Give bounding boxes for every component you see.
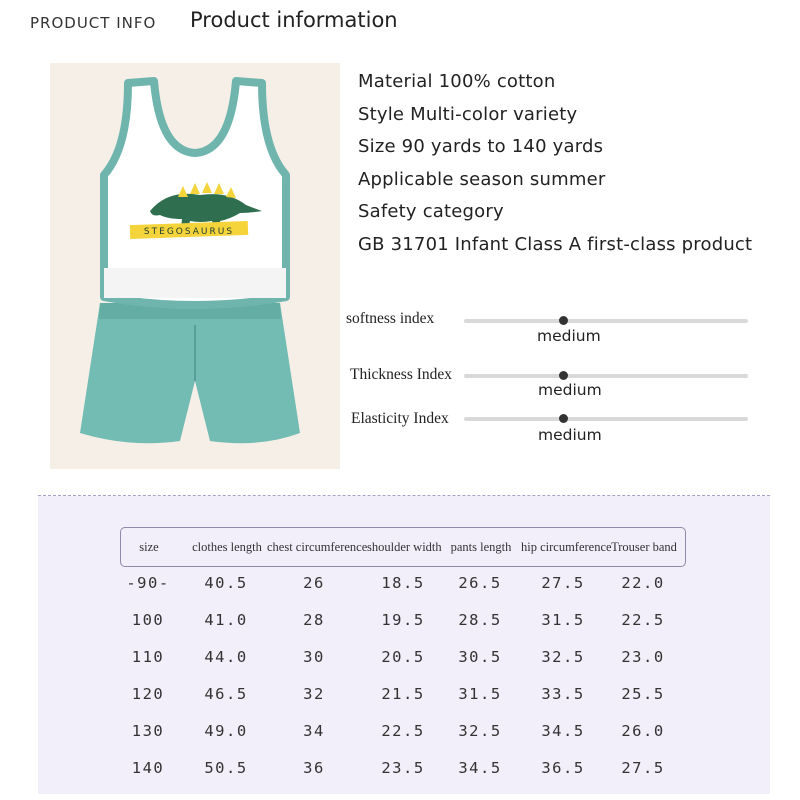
table-row	[120, 642, 684, 672]
cell-clothes-length: 41.0	[204, 611, 248, 629]
print-text: STEGOSAURUS	[143, 227, 235, 237]
column-header-shoulder-width: shoulder width	[367, 540, 442, 554]
cell-trouser-band: 27.5	[621, 759, 665, 777]
softness-index-marker	[559, 316, 568, 325]
cell-shoulder-width: 18.5	[381, 574, 425, 592]
cell-size: -90-	[126, 574, 170, 592]
cell-size: 120	[131, 685, 165, 703]
cell-pants-length: 26.5	[458, 574, 502, 592]
thickness-index-track	[464, 374, 748, 378]
cell-hip-circumference: 31.5	[541, 611, 585, 629]
cell-clothes-length: 46.5	[204, 685, 248, 703]
elasticity-index-label: Elasticity Index	[351, 410, 449, 427]
section-divider	[38, 495, 770, 496]
cell-chest-circumference: 32	[303, 685, 325, 703]
cell-size: 130	[131, 722, 165, 740]
cell-chest-circumference: 28	[303, 611, 325, 629]
cell-pants-length: 30.5	[458, 648, 502, 666]
column-header-hip-circumference: hip circumference	[521, 540, 612, 554]
spec-material: Material 100% cotton	[358, 71, 556, 92]
spec-style: Style Multi-color variety	[358, 103, 578, 125]
cell-trouser-band: 22.5	[621, 611, 665, 629]
cell-chest-circumference: 26	[303, 574, 325, 592]
cell-pants-length: 28.5	[458, 611, 502, 629]
column-header-pants-length: pants length	[450, 540, 512, 554]
thickness-index-value: medium	[538, 381, 602, 399]
cell-pants-length: 31.5	[458, 685, 502, 703]
softness-index-track	[464, 319, 748, 323]
softness-index-row	[340, 308, 760, 348]
cell-shoulder-width: 22.5	[381, 722, 425, 740]
cell-chest-circumference: 36	[303, 759, 325, 777]
column-header-size: size	[139, 540, 159, 554]
elasticity-index-value: medium	[538, 426, 602, 444]
size-table-header	[120, 527, 686, 567]
table-row	[120, 753, 684, 783]
cell-hip-circumference: 34.5	[541, 722, 585, 740]
cell-hip-circumference: 27.5	[541, 574, 585, 592]
cell-clothes-length: 50.5	[204, 759, 248, 777]
softness-index-value: medium	[537, 327, 601, 345]
cell-hip-circumference: 36.5	[541, 759, 585, 777]
elasticity-index-row	[340, 409, 760, 449]
table-row	[120, 679, 684, 709]
thickness-index-marker	[559, 371, 568, 380]
section-title: Product information	[190, 8, 398, 32]
cell-shoulder-width: 19.5	[381, 611, 425, 629]
table-row	[120, 605, 684, 635]
spec-safety-standard: GB 31701 Infant Class A first-class product	[358, 233, 753, 255]
spec-safety-category: Safety category	[358, 201, 504, 222]
cell-clothes-length: 49.0	[204, 722, 248, 740]
cell-hip-circumference: 32.5	[541, 648, 585, 666]
column-header-trouser-band: Trouser band	[611, 540, 677, 554]
cell-clothes-length: 44.0	[204, 648, 248, 666]
elasticity-index-track	[464, 417, 748, 421]
spec-list	[358, 66, 752, 261]
elasticity-index-marker	[559, 414, 568, 423]
cell-pants-length: 34.5	[458, 759, 502, 777]
section-label-en: PRODUCT INFO	[30, 14, 157, 32]
cell-pants-length: 32.5	[458, 722, 502, 740]
spec-size: Size 90 yards to 140 yards	[358, 136, 604, 157]
cell-trouser-band: 23.0	[621, 648, 665, 666]
cell-size: 110	[131, 648, 165, 666]
column-header-chest-circumference: chest circumference	[267, 540, 368, 554]
cell-shoulder-width: 20.5	[381, 648, 425, 666]
cell-shoulder-width: 21.5	[381, 685, 425, 703]
cell-chest-circumference: 30	[303, 648, 325, 666]
table-row	[120, 568, 684, 598]
softness-index-label: softness index	[346, 310, 435, 327]
cell-size: 100	[131, 611, 165, 629]
cell-hip-circumference: 33.5	[541, 685, 585, 703]
cell-shoulder-width: 23.5	[381, 759, 425, 777]
cell-chest-circumference: 34	[303, 722, 325, 740]
product-photo	[50, 63, 340, 469]
column-header-clothes-length: clothes length	[192, 540, 262, 554]
cell-clothes-length: 40.5	[204, 574, 248, 592]
cell-trouser-band: 26.0	[621, 722, 665, 740]
table-row	[120, 716, 684, 746]
thickness-index-label: Thickness Index	[350, 366, 453, 383]
cell-trouser-band: 22.0	[621, 574, 665, 592]
cell-trouser-band: 25.5	[621, 685, 665, 703]
thickness-index-row	[340, 364, 760, 404]
cell-size: 140	[131, 759, 165, 777]
spec-season: Applicable season summer	[358, 168, 606, 190]
